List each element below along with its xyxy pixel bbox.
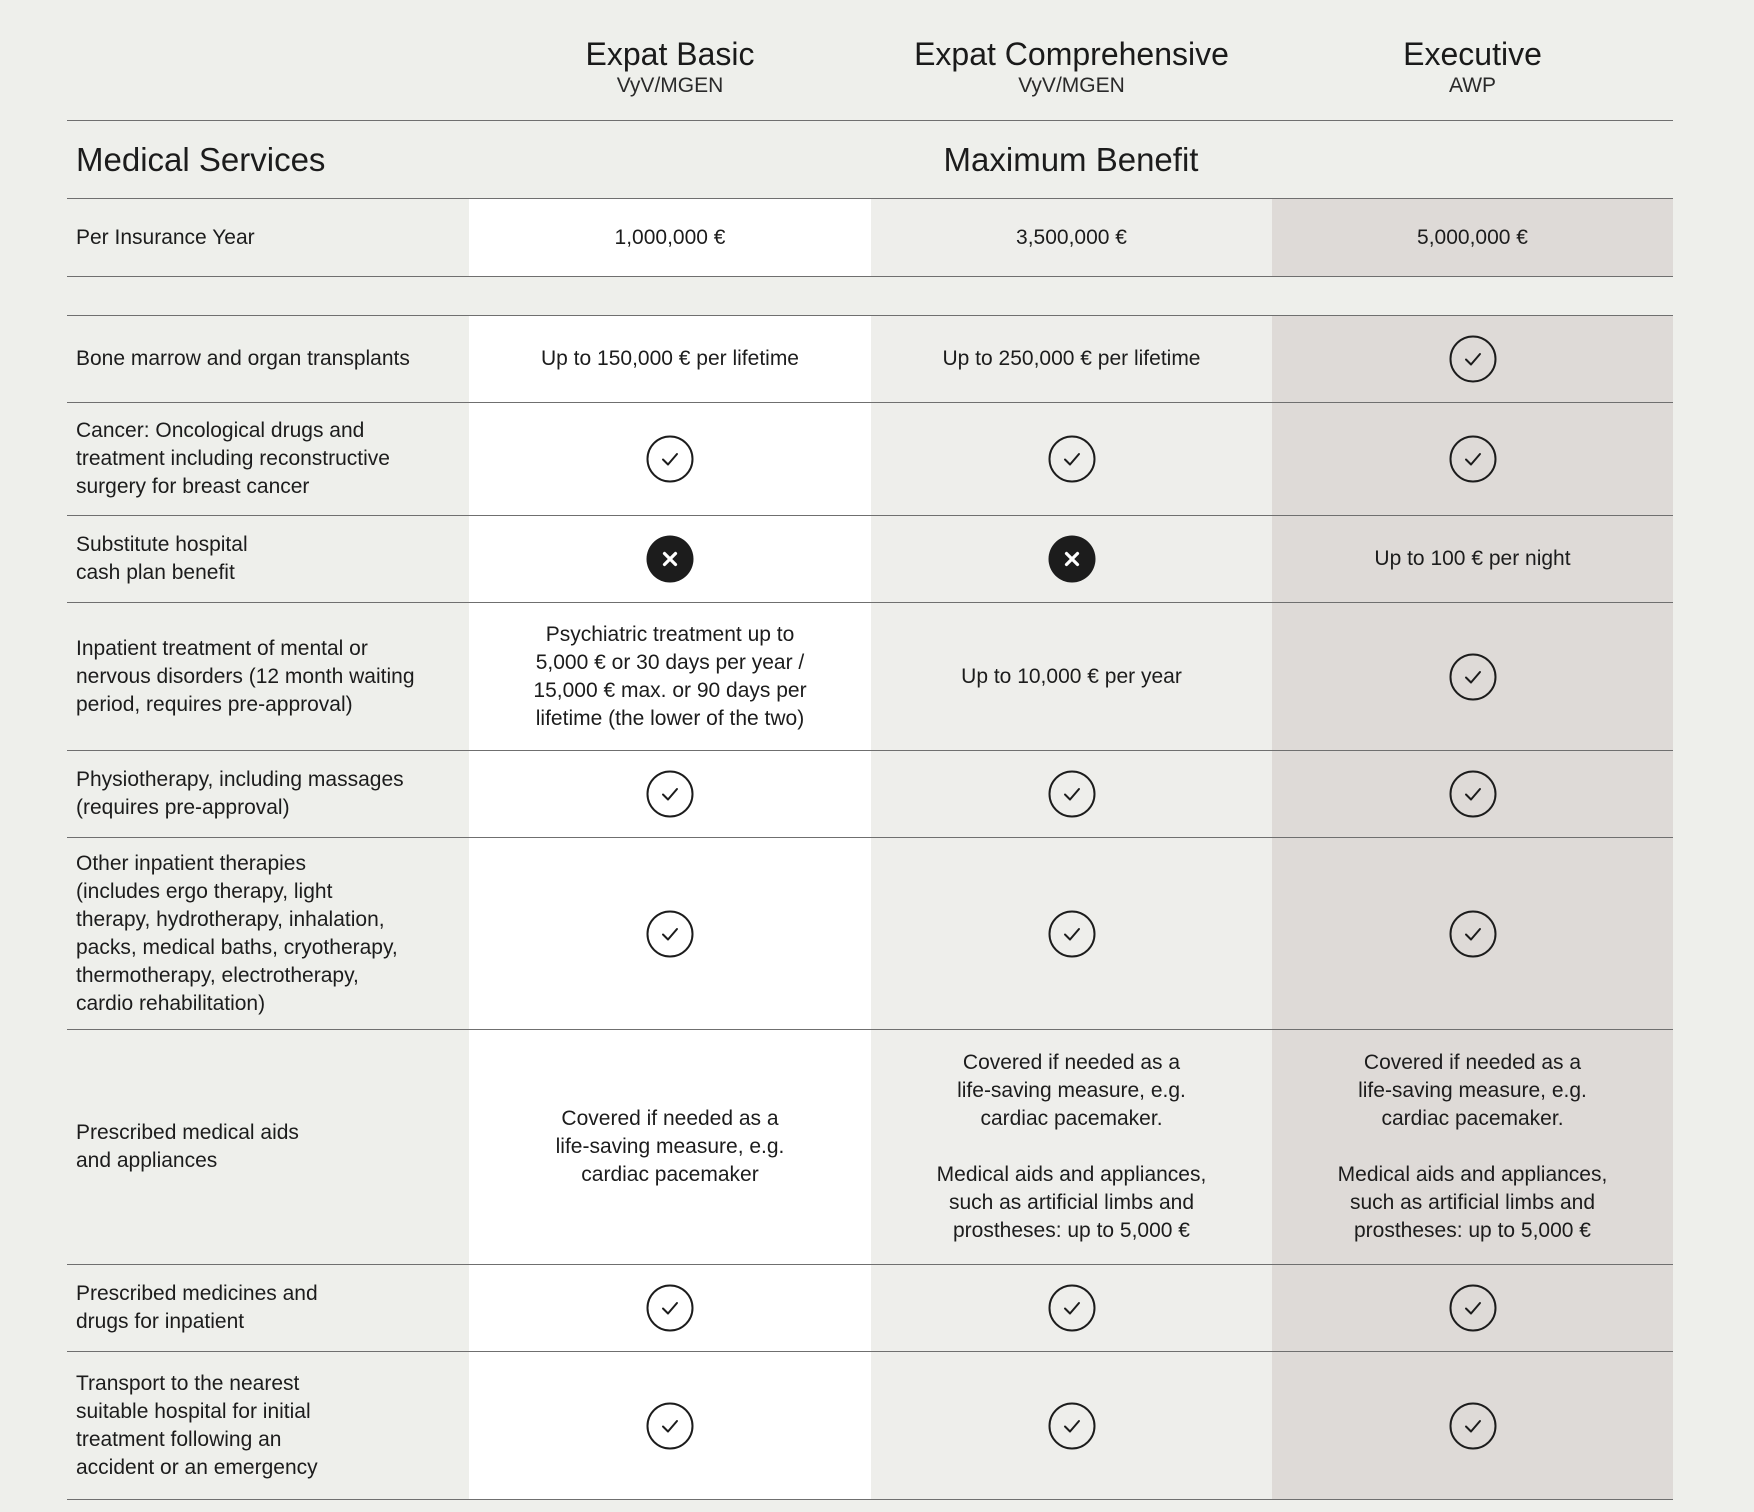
check-circle-icon xyxy=(646,435,694,483)
check-circle-icon xyxy=(1449,1402,1497,1450)
icon-cell xyxy=(871,1352,1272,1499)
cross-circle-icon xyxy=(646,535,694,583)
plan-expat-comprehensive xyxy=(871,0,1272,120)
maximum-benefit-header: Maximum Benefit xyxy=(943,140,1199,178)
icon-cell xyxy=(871,1265,1272,1351)
check-circle-icon xyxy=(646,1402,694,1450)
plan-name: Executive xyxy=(1403,36,1542,72)
plan-provider: AWP xyxy=(1448,74,1497,97)
value-cell: 1,000,000 € xyxy=(469,199,871,276)
section-title: Medical Services xyxy=(76,140,326,178)
icon-cell xyxy=(1272,603,1673,750)
check-circle-icon xyxy=(1048,910,1096,958)
coverage-row xyxy=(67,316,1673,403)
coverage-row xyxy=(67,838,1673,1030)
check-circle-icon xyxy=(646,1284,694,1332)
coverage-row xyxy=(67,1265,1673,1352)
row-label: Prescribed medicines and drugs for inpatient xyxy=(76,1282,318,1333)
cross-circle-icon xyxy=(1048,535,1096,583)
icon-cell xyxy=(871,838,1272,1029)
plan-provider: VyV/MGEN xyxy=(1018,74,1125,97)
icon-cell xyxy=(469,838,871,1029)
icon-cell xyxy=(1272,403,1673,515)
plan-name: Expat Comprehensive xyxy=(914,36,1229,72)
value-cell: Covered if needed as a life-saving measure, e.g. cardiac pacemaker. Medical aids and appliances, such as artificial limbs and prostheses: up to 5,000 € xyxy=(871,1030,1272,1264)
icon-cell xyxy=(469,516,871,602)
check-circle-icon xyxy=(1048,1402,1096,1450)
icon-cell xyxy=(469,403,871,515)
coverage-row xyxy=(67,1352,1673,1500)
check-circle-icon xyxy=(646,910,694,958)
comparison-table xyxy=(67,0,1673,1500)
row-label: Inpatient treatment of mental or nervous disorders (12 month waiting period, requires pre-approval) xyxy=(76,636,415,716)
row-label: Substitute hospital cash plan benefit xyxy=(76,533,248,584)
check-circle-icon xyxy=(1449,770,1497,818)
icon-cell xyxy=(871,516,1272,602)
icon-cell xyxy=(469,1352,871,1499)
value-cell: Up to 250,000 € per lifetime xyxy=(871,316,1272,402)
plan-expat-basic xyxy=(469,0,871,120)
coverage-row xyxy=(67,603,1673,751)
value-cell: Covered if needed as a life-saving measure, e.g. cardiac pacemaker. Medical aids and appliances, such as artificial limbs and prostheses: up to 5,000 € xyxy=(1272,1030,1673,1264)
value-cell: Covered if needed as a life-saving measure, e.g. cardiac pacemaker xyxy=(469,1030,871,1264)
icon-cell xyxy=(1272,1265,1673,1351)
check-circle-icon xyxy=(1449,910,1497,958)
icon-cell xyxy=(1272,316,1673,402)
value-cell: 3,500,000 € xyxy=(871,199,1272,276)
row-label: Other inpatient therapies (includes ergo therapy, light therapy, hydrotherapy, inhalation, packs, medical baths, cryotherapy, thermotherapy, electrotherapy, cardio rehabilitation) xyxy=(76,851,398,1015)
per-insurance-year-row xyxy=(67,199,1673,277)
plan-header xyxy=(67,0,1673,120)
row-label: Physiotherapy, including massages (requires pre-approval) xyxy=(76,768,404,819)
value-cell: Up to 100 € per night xyxy=(1272,516,1673,602)
check-circle-icon xyxy=(1048,1284,1096,1332)
icon-cell xyxy=(469,751,871,837)
row-label: Per Insurance Year xyxy=(76,225,255,249)
plan-name: Expat Basic xyxy=(585,36,755,72)
icon-cell xyxy=(1272,838,1673,1029)
coverage-row xyxy=(67,1030,1673,1265)
value-cell: 5,000,000 € xyxy=(1272,199,1673,276)
check-circle-icon xyxy=(646,770,694,818)
check-circle-icon xyxy=(1048,770,1096,818)
coverage-rows xyxy=(67,316,1673,1500)
table-gap xyxy=(67,277,1673,316)
plan-provider: VyV/MGEN xyxy=(616,74,724,97)
row-label: Bone marrow and organ transplants xyxy=(76,347,410,370)
coverage-row xyxy=(67,516,1673,603)
icon-cell xyxy=(871,751,1272,837)
value-cell: Psychiatric treatment up to 5,000 € or 30 days per year / 15,000 € max. or 90 days per lifetime (the lower of the two) xyxy=(469,603,871,750)
icon-cell xyxy=(1272,1352,1673,1499)
header-spacer xyxy=(67,0,469,120)
check-circle-icon xyxy=(1048,435,1096,483)
check-circle-icon xyxy=(1449,435,1497,483)
row-label: Prescribed medical aids and appliances xyxy=(76,1121,299,1172)
section-header xyxy=(67,121,1673,198)
plan-executive xyxy=(1272,0,1673,120)
check-circle-icon xyxy=(1449,653,1497,701)
icon-cell xyxy=(871,403,1272,515)
row-label: Cancer: Oncological drugs and treatment including reconstructive surgery for breast cancer xyxy=(76,419,390,498)
check-circle-icon xyxy=(1449,335,1497,383)
coverage-row xyxy=(67,403,1673,516)
row-label: Transport to the nearest suitable hospital for initial treatment following an accident or an emergency xyxy=(76,1371,318,1479)
coverage-row xyxy=(67,751,1673,838)
icon-cell xyxy=(1272,751,1673,837)
value-cell: Up to 150,000 € per lifetime xyxy=(469,316,871,402)
check-circle-icon xyxy=(1449,1284,1497,1332)
value-cell: Up to 10,000 € per year xyxy=(871,603,1272,750)
icon-cell xyxy=(469,1265,871,1351)
